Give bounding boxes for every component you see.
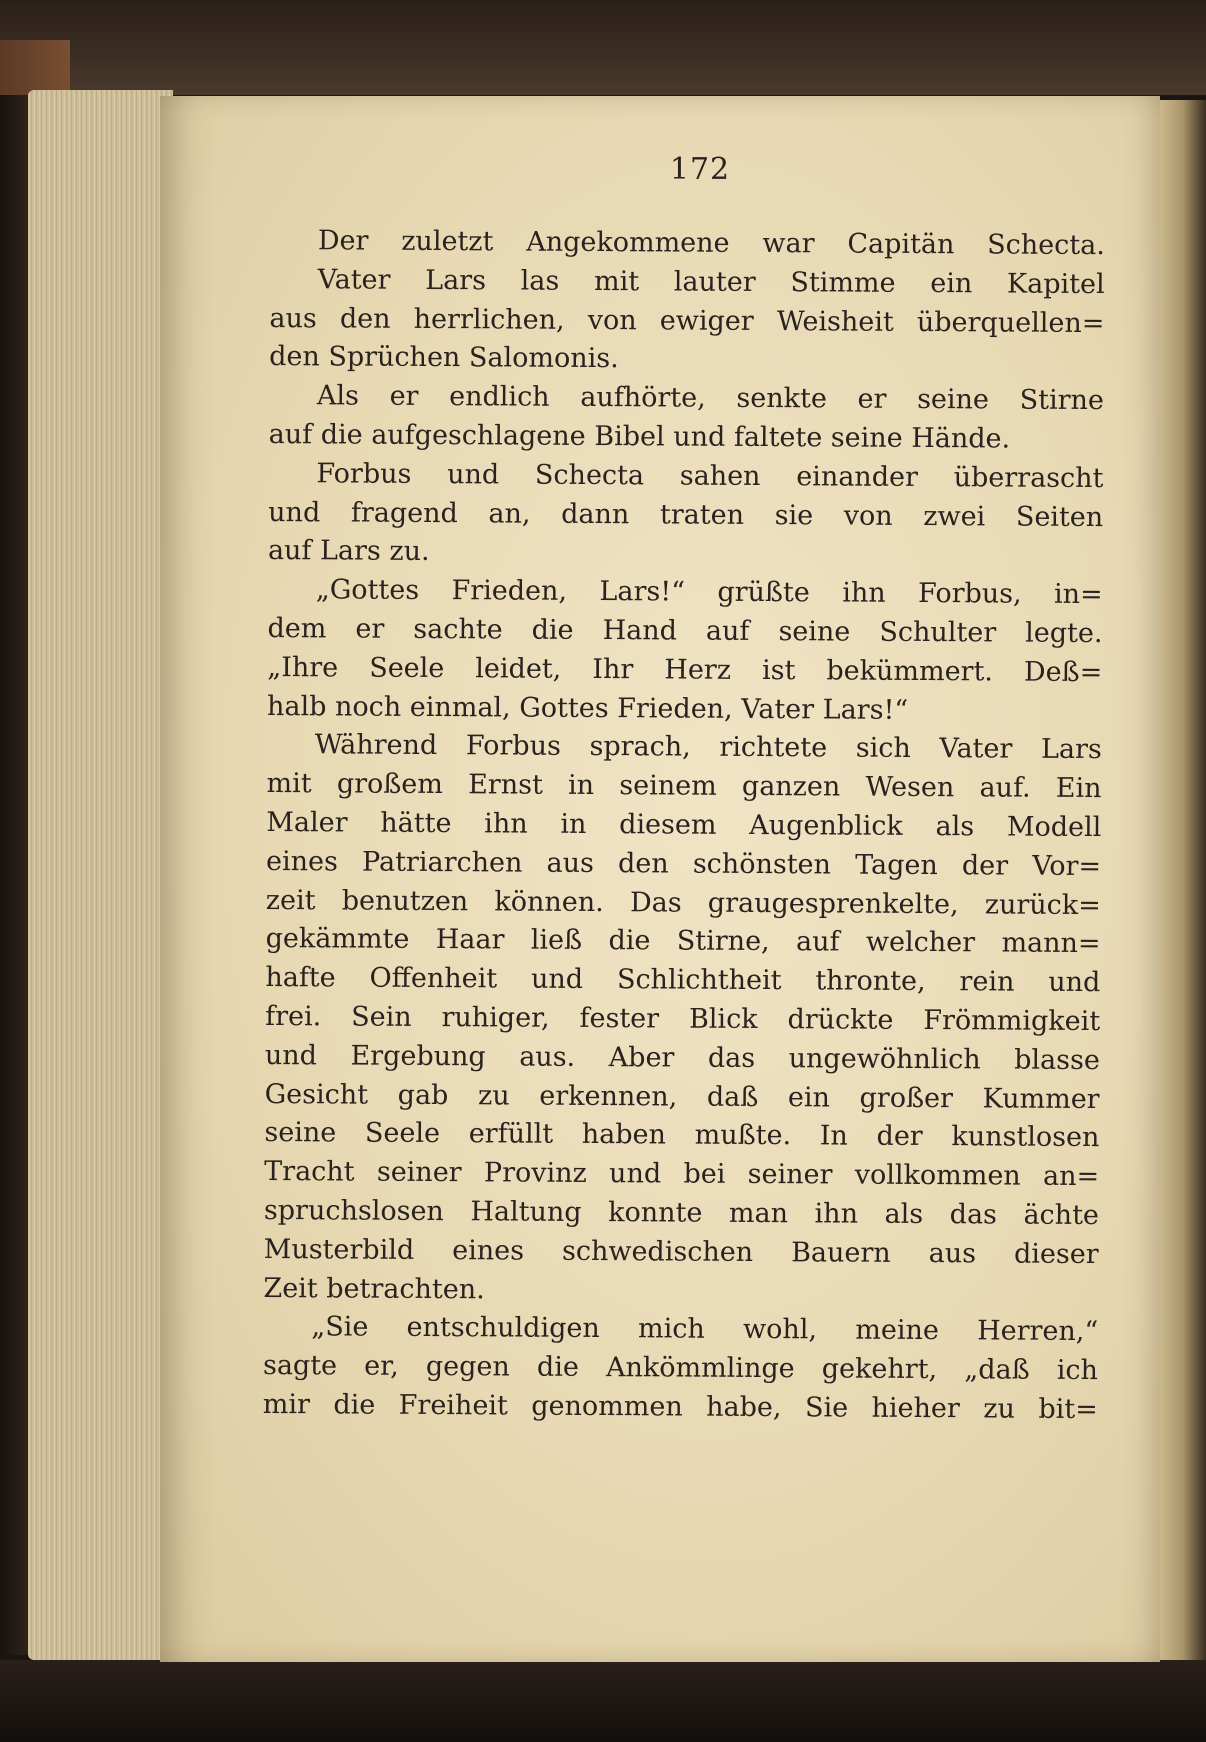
- text-line: „Gottes Frieden, Lars!“ grüßte ihn Forbus, in=: [315, 574, 1103, 611]
- text-line: frei. Sein ruhiger, fester Blick drückte Frömmigkeit: [265, 1000, 1101, 1038]
- text-line: mir die Freiheit genommen habe, Sie hieher zu bit=: [262, 1388, 1098, 1425]
- text-line: und Ergebung aus. Aber das ungewöhnlich blasse: [264, 1039, 1100, 1076]
- text-line: aus den herrlichen, von ewiger Weisheit überquellen=: [269, 302, 1105, 339]
- text-line: eines Patriarchen aus den schönsten Tagen der Vor=: [266, 845, 1102, 882]
- page-number: 172: [669, 152, 731, 187]
- text-line: Vater Lars las mit lauter Stimme ein Kapitel: [317, 264, 1105, 300]
- text-line: Musterbild eines schwedischen Bauern aus dieser: [263, 1233, 1099, 1270]
- text-line: halb noch einmal, Gottes Frieden, Vater Lars!“: [266, 690, 909, 726]
- text-line: auf die aufgeschlagene Bibel und faltete seine Hände.: [268, 418, 1011, 455]
- text-line: seine Seele erfüllt haben mußte. In der kunstlosen: [264, 1117, 1100, 1154]
- text-line: Maler hätte ihn in diesem Augenblick als Modell: [266, 806, 1102, 844]
- page-stack-edge: [28, 90, 173, 1660]
- facing-page-edge: [1160, 100, 1206, 1660]
- book-cover-top: [0, 0, 1206, 95]
- text-line: Der zuletzt Angekommene war Capitän Schecta.: [317, 225, 1105, 262]
- text-line: spruchslosen Haltung konnte man ihn als das ächte: [263, 1194, 1100, 1232]
- text-line: Gesicht gab zu erkennen, daß ein großer Kummer: [264, 1078, 1100, 1115]
- text-line: zeit benutzen können. Das graugesprenkelte, zurück=: [265, 884, 1101, 921]
- text-line: „Sie entschuldigen mich wohl, meine Herren,“: [311, 1311, 1099, 1348]
- book-cover-bottom: [0, 1660, 1206, 1742]
- text-line: Als er endlich aufhörte, senkte er seine Stirne: [316, 380, 1105, 417]
- text-line: Tracht seiner Provinz und bei seiner vollkommen an=: [264, 1156, 1100, 1193]
- text-line: auf Lars zu.: [267, 535, 430, 568]
- text-line: sagte er, gegen die Ankömmlinge gekehrt, „daß ich: [262, 1350, 1099, 1387]
- text-line: Zeit betrachten.: [263, 1272, 485, 1305]
- text-line: Während Forbus sprach, richtete sich Vater Lars: [314, 729, 1102, 766]
- text-line: „Ihre Seele leidet, Ihr Herz ist bekümmert. Deß=: [267, 651, 1103, 688]
- text-line: und fragend an, dann traten sie von zwei Seiten: [268, 496, 1104, 533]
- text-line: den Sprüchen Salomonis.: [269, 341, 619, 375]
- text-line: gekämmte Haar ließ die Stirne, auf welcher mann=: [265, 923, 1101, 960]
- text-line: dem er sachte die Hand auf seine Schulter legte.: [267, 612, 1103, 650]
- text-line: Forbus und Schecta sahen einander überrascht: [316, 458, 1104, 494]
- page-text-block: [263, 222, 1105, 1430]
- text-line: hafte Offenheit und Schlichtheit thronte, rein und: [265, 962, 1101, 999]
- text-line: mit großem Ernst in seinem ganzen Wesen auf. Ein: [266, 768, 1102, 805]
